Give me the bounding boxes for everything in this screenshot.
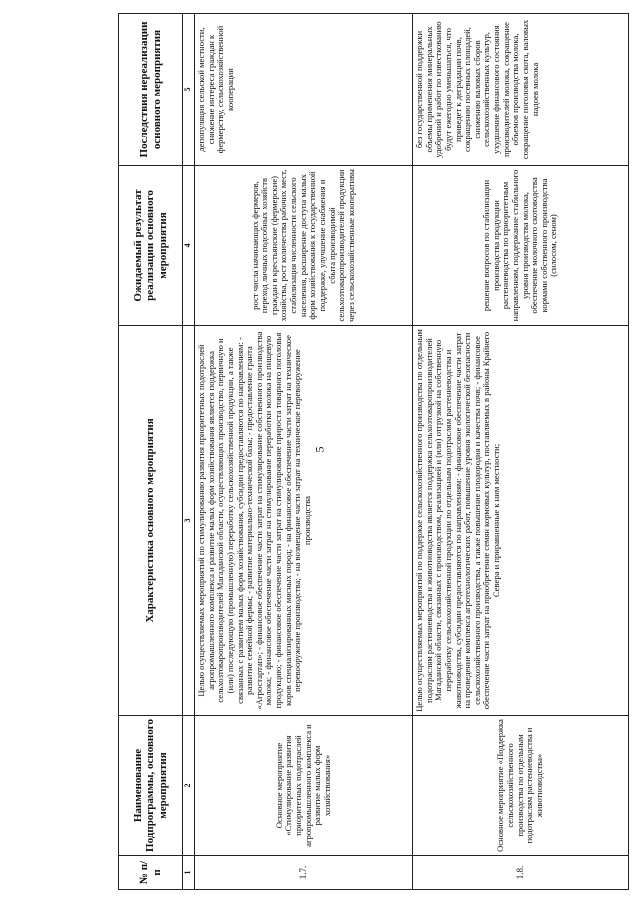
column-number: 5 <box>183 14 195 166</box>
measure-description: Целью осуществляемых мероприятий по поддержке сельскохозяйственного производства по отдельным подотраслям растениеводства и животноводства является поддержка сельхозтоваропроизводителей Магаданской области, связанных с производством, реализацией и (или) отгрузкой на собственную переработку сельскохозяйственной продукции по отдельным подотраслям растениеводства и животноводства, субсидии предоставляются по направлениям: - финансовое обеспечение части затрат на проведение комплекса агротехнологических работ, повышение уровня экологической безопасности сельскохозяйственного производства, а также повышение плодородия и качества почв; - финансовое обеспечение части затрат на приобретение семян кормовых культур, поставляемых в районы Крайнего Севера и приравненные к ним местности; <box>413 326 629 716</box>
measure-result: рост числа начинающих фермеров, переход личных подсобных хозяйств граждан в крестьянские (фермерские) хозяйства, рост количества рабочих мест, стабилизация численности сельского населения, расширение доступа малых форм хозяйствования к государственной поддержке, улучшение снабжения и сбыта производимой сельхозтоваропроизводителей продукции через сельскохозяйственные кооперативы <box>195 166 413 326</box>
rotated-table-wrapper <box>118 14 628 890</box>
measures-table <box>118 13 629 890</box>
column-number: 2 <box>183 716 195 856</box>
measure-consequences: без государственной поддержки объемы применения минеральных удобрений и работ по известкованию будут ежегодно уменьшаться, что приведет к деградации почв, сокращению посевных площадей, снижению валовых сборов сельскохозяйственных культур, ухудшение финансового состояния производителей молока, сокращение объемов производства молока, сокращение поголовья скота, валовых надоев молока <box>413 14 629 166</box>
column-number-row <box>183 14 195 890</box>
header-result: Ожидаемый результат реализации основного мероприятия <box>119 166 183 326</box>
table-header-row <box>119 14 183 890</box>
column-number: 1 <box>183 856 195 890</box>
column-number: 3 <box>183 326 195 716</box>
header-name: Наименование Подпрограммы, основного мероприятия <box>119 716 183 856</box>
measure-name: Основное мероприятие «Стимулирование развития приоритетных подотраслей агропромышленного комплекса и развитие малых форм хозяйствования» <box>195 716 413 856</box>
measure-description: Целью осуществляемых мероприятий по стимулированию развития приоритетных подотраслей агропромышленного комплекса и развитие малых форм хозяйствования является поддержка сельхозтоваропроизводителей Магаданской области, осуществляющих производство, первичную и (или) последующую (промышленную) переработку сельскохозяйственной продукции, а также связанных с развитием малых форм хозяйствования, субсидии предоставляются по направлениям: - развитие семейной фермы; - развитие материально-технической базы; - предоставление гранта «Агростартап»; - финансовое обеспечение части затрат на стимулирование собственного производства молока; - финансовое обеспечение части затрат на стимулирование переработки молока на пищевую продукцию; - финансовое обеспечение части затрат на стимулирование прироста товарного поголовья коров специализированных мясных пород; - на финансовое обеспечение части затрат на техническое перевооружение производства; - на возмещение части затрат на техническое перевооружение производства <box>195 326 413 716</box>
table-row <box>413 14 629 890</box>
measure-consequences: депопуляция сельской местности, снижение интереса граждан к фермерству, сельскохозяйственной кооперации <box>195 14 413 166</box>
measure-result: решение вопросов по стабилизации производства продукции растениеводства по приоритетным направлениям, поддержание стабильного уровня производства молока, обеспечение молочного скотоводства кормами собственного производства (силосом, сеном) <box>413 166 629 326</box>
measure-name: Основное мероприятие «Поддержка сельскохозяйственного производства по отдельным подотраслям растениеводства и животноводства» <box>413 716 629 856</box>
column-number: 4 <box>183 166 195 326</box>
header-consequences: Последствия нереализации основного мероприятия <box>119 14 183 166</box>
row-number: 1.8. <box>413 856 629 890</box>
page-number: 5 <box>312 446 327 453</box>
header-description: Характеристика основного мероприятия <box>119 326 183 716</box>
header-num: № п/п <box>119 856 183 890</box>
row-number: 1.7. <box>195 856 413 890</box>
table-row <box>195 14 413 890</box>
